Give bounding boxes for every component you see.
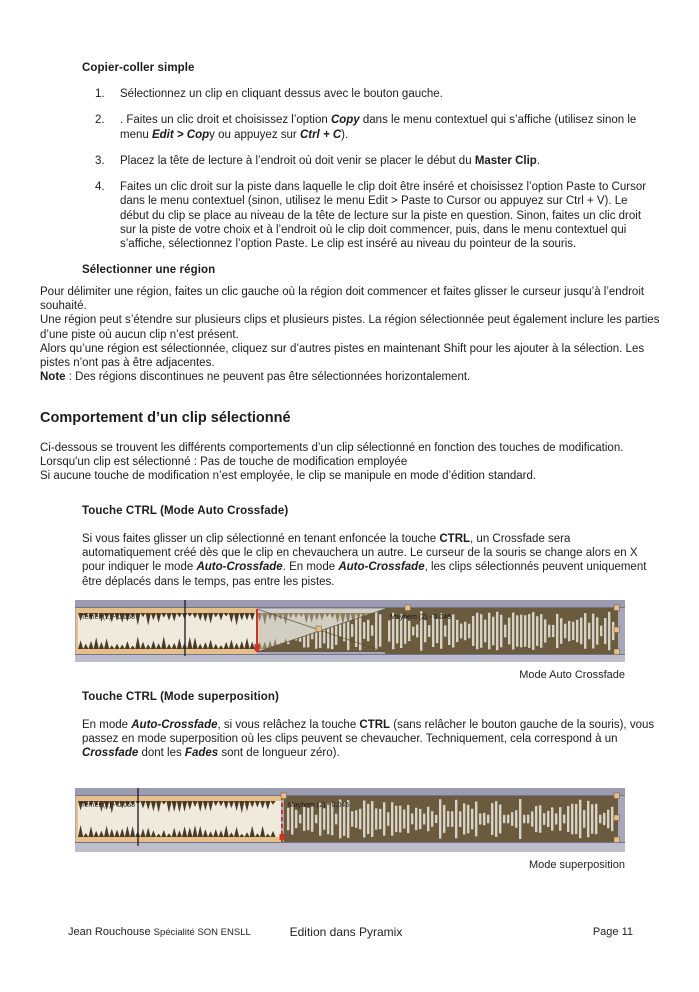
- heading-selectionner-region: Sélectionner une région: [82, 263, 216, 276]
- comportement-paragraphs: [40, 441, 660, 484]
- paragraph: Alors qu’une région est sélectionnée, cliquez sur d’autres pistes en maintenant Shift pour les ajouter à la sélection. Les pistes n’ont pas à être adjacentes.: [40, 342, 645, 370]
- copy-paste-steps: [95, 87, 660, 252]
- heading-ctrl-crossfade: Touche CTRL (Mode Auto Crossfade): [82, 504, 289, 517]
- list-item-text: . Faites un clic droit et choisissez l’option Copy dans le menu contextuel qui s’affiche (utilisez sinon le menu Edit > Copy ou appuyez sur Ctrl + C).: [120, 114, 637, 141]
- overlap-boundary-handle: [280, 834, 285, 840]
- paragraph: Pour délimiter une région, faites un clic gauche où la région doit commencer et faites glisser le curseur jusqu’à l’endroit souhaité.: [40, 285, 645, 312]
- caption-auto-crossfade: Mode Auto Crossfade: [519, 668, 625, 681]
- heading-copier-coller: Copier-coller simple: [82, 62, 195, 74]
- track-footer-strip: [75, 843, 625, 852]
- clip-label-mayhem: Mayhem (2) - 0.046: [390, 613, 452, 621]
- footer-page-number: Page 11: [592, 926, 633, 938]
- list-item: [95, 154, 650, 168]
- crossfade-start-handle: [255, 644, 260, 651]
- footer-document-title: Edition dans Pyramix: [289, 925, 403, 939]
- track-footer-strip: [75, 655, 625, 662]
- page-footer: [68, 926, 633, 942]
- list-number: 4.: [95, 181, 105, 194]
- list-number: 1.: [95, 88, 105, 100]
- list-number: 2.: [95, 114, 105, 127]
- paragraph: Note : Des régions discontinues ne peuvent pas être sélectionnées horizontalement.: [40, 371, 471, 384]
- paragraph: Une région peut s’étendre sur plusieurs clips et plusieurs pistes. La région sélectionnée peut également inclure les parties d’une piste où aucun clip n’est présent.: [40, 314, 660, 341]
- paragraph: Si aucune touche de modification n’est employée, le clip se manipule en mode d’édition standard.: [40, 470, 537, 483]
- list-item-text: Sélectionnez un clip en cliquant dessus avec le bouton gauche.: [120, 88, 443, 100]
- heading-comportement: Comportement d’un clip sélectionné: [40, 409, 291, 426]
- clip-label-terrier: Terrier (2) - 0.068: [81, 613, 136, 621]
- list-item: [95, 87, 650, 101]
- list-number: 3.: [95, 154, 105, 167]
- list-item-text: Placez la tête de lecture à l’endroit où doit venir se placer le début du Master Clip.: [120, 154, 541, 167]
- paragraph: Lorsqu'un clip est sélectionné : Pas de touche de modification employée: [40, 456, 408, 469]
- paragraph: Ci-dessous se trouvent les différents comportements d’un clip sélectionné en fonction des touches de modification.: [40, 441, 624, 454]
- track-header-strip: [75, 600, 625, 607]
- list-item-text: Faites un clic droit sur la piste dans laquelle le clip doit être inséré et choisissez l’option Paste to Cursor dans le menu contextuel (sinon, utilisez le menu Edit > Paste to Cursor ou appuyez sur Ctrl + V). Le début du clip se place au niveau de la tête de lecture sur la piste en question. Sinon, faites un clic droit sur la piste de votre choix et à l’endroit où le clip doit commencer, puis, dans le menu contextuel qui s’affiche, sélectionnez l’option Paste. Le clip est inséré au niveau du pointeur de la souris.: [120, 181, 647, 251]
- footer-author: Jean Rouchouse Spécialité SON ENSLL: [68, 926, 251, 938]
- region-paragraphs: [40, 285, 660, 385]
- clip-label-terrier: Terrier (2) - 0.068: [81, 801, 136, 809]
- clip-label-mayhem: Mayhem (2) - 0.046: [288, 801, 350, 809]
- caption-superposition: Mode superposition: [528, 858, 625, 871]
- track-header-strip: [75, 788, 625, 795]
- list-item: [95, 113, 650, 142]
- ctrl-superposition-paragraph: En mode Auto-Crossfade, si vous relâchez la touche CTRL (sans relâcher le bouton gauche de la souris), vous passez en mode superposition où les clips peuvent se chevaucher. Techniquement, cela correspond à un Crossfade dont les Fades sont de longueur zéro).: [82, 718, 655, 760]
- waveform-image-superposition: [75, 788, 625, 852]
- footer-author-detail: Spécialité SON ENSLL: [153, 927, 251, 938]
- waveform-image-auto-crossfade: [75, 600, 625, 662]
- list-item: [95, 180, 650, 251]
- heading-ctrl-superposition: Touche CTRL (Mode superposition): [82, 690, 279, 703]
- ctrl-crossfade-paragraph: Si vous faites glisser un clip sélectionné en tenant enfoncée la touche CTRL, un Crossfade sera automatiquement créé dès que le clip en chevauchera un autre. Le curseur de la souris se change alors en X pour indiquer le mode Auto-Crossfade. En mode Auto-Crossfade, les clips sélectionnés peuvent uniquement être déplacés dans le temps, pas entre les pistes.: [82, 532, 647, 588]
